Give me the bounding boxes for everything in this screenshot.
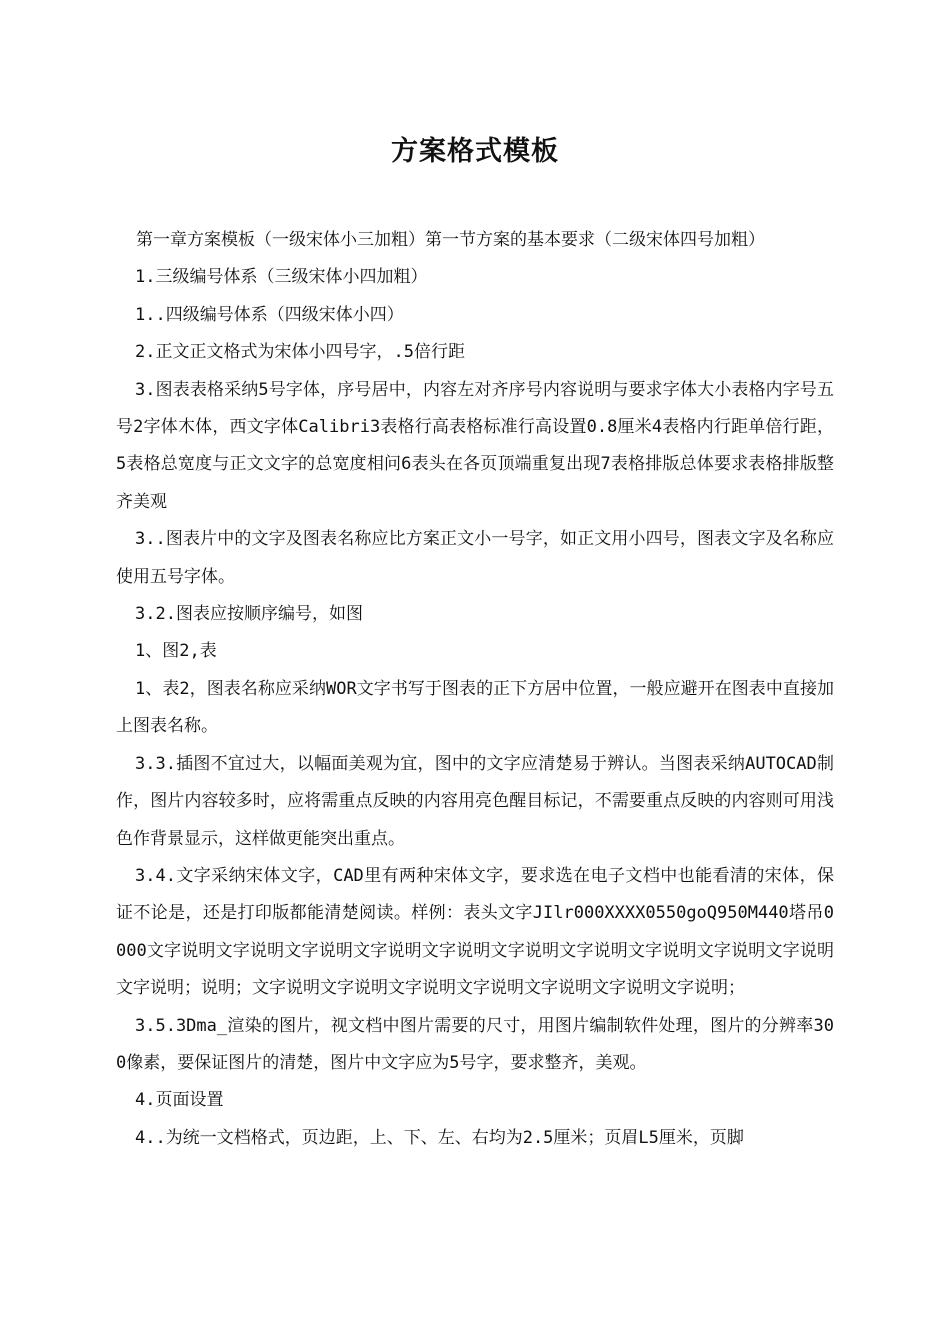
paragraph-chapter-heading: 第一章方案模板（一级宋体小三加粗）第一节方案的基本要求（二级宋体四号加粗）	[136, 230, 765, 250]
document-body	[116, 222, 834, 1157]
paragraph-level3-numbering: 1.三级编号体系（三级宋体小四加粗）	[135, 267, 428, 288]
paragraph-figure-text-size: 3..图表片中的文字及图表名称应比方案正文小一号字，如正文用小四号，图表文字及名称应使用五号字体。	[116, 529, 834, 587]
paragraph-3d-render: 3.5.3Dma_渲染的图片，视文档中图片需要的尺寸，用图片编制软件处理，图片的分辨率300像素，要保证图片的清楚，图片中文字应为5号字，要求整齐，美观。	[116, 1015, 834, 1073]
paragraph-figure-numbering: 3.2.图表应按顺序编号，如图	[135, 604, 363, 625]
paragraph-body-format: 2.正文正文格式为宋体小四号字，.5倍行距	[135, 342, 465, 363]
paragraph-table-format: 3.图表表格采纳5号字体，序号居中，内容左对齐序号内容说明与要求字体大小表格内字号五号2字体木体，西文字体Calibri3表格行高表格标准行高设置0.8厘米4表格内行距单倍行距，5表格总宽度与正文文字的总宽度相问6表头在各页顶端重复出现7表格排版总体要求表格排版整齐美观	[116, 379, 834, 512]
document-title: 方案格式模板	[391, 136, 559, 167]
paragraph-illustration-size: 3.3.插图不宜过大，以幅面美观为宜，图中的文字应清楚易于辨认。当图表采纳AUTOCAD制作，图片内容较多时，应将需重点反映的内容用亮色醒目标记，不需要重点反映的内容则可用浅色作背景显示，这样做更能突出重点。	[116, 753, 834, 849]
paragraph-cad-font: 3.4.文字采纳宋体文字，CAD里有两种宋体文字，要求选在电子文档中也能看清的宋体，保证不论是，还是打印版都能清楚阅读。样例：表头文字JIlr000XXXX0550goQ950M440塔吊0000文字说明文字说明文字说明文字说明文字说明文字说明文字说明文字说明文字说明文字说明文字说明；说明；文字说明文字说明文字说明文字说明文字说明文字说明文字说明；	[116, 865, 834, 999]
paragraph-page-margins: 4..为统一文档格式，页边距，上、下、左、右均为2.5厘米；页眉L5厘米，页脚	[135, 1127, 744, 1148]
paragraph-figure-example: 1、图2,表	[135, 641, 217, 662]
paragraph-figure-caption: 1、表2，图表名称应采纳WOR文字书写于图表的正下方居中位置，一般应避开在图表中直接加上图表名称。	[116, 678, 834, 737]
paragraph-level4-numbering: 1..四级编号体系（四级宋体小四）	[135, 304, 404, 325]
paragraph-page-setup-heading: 4.页面设置	[135, 1090, 224, 1111]
